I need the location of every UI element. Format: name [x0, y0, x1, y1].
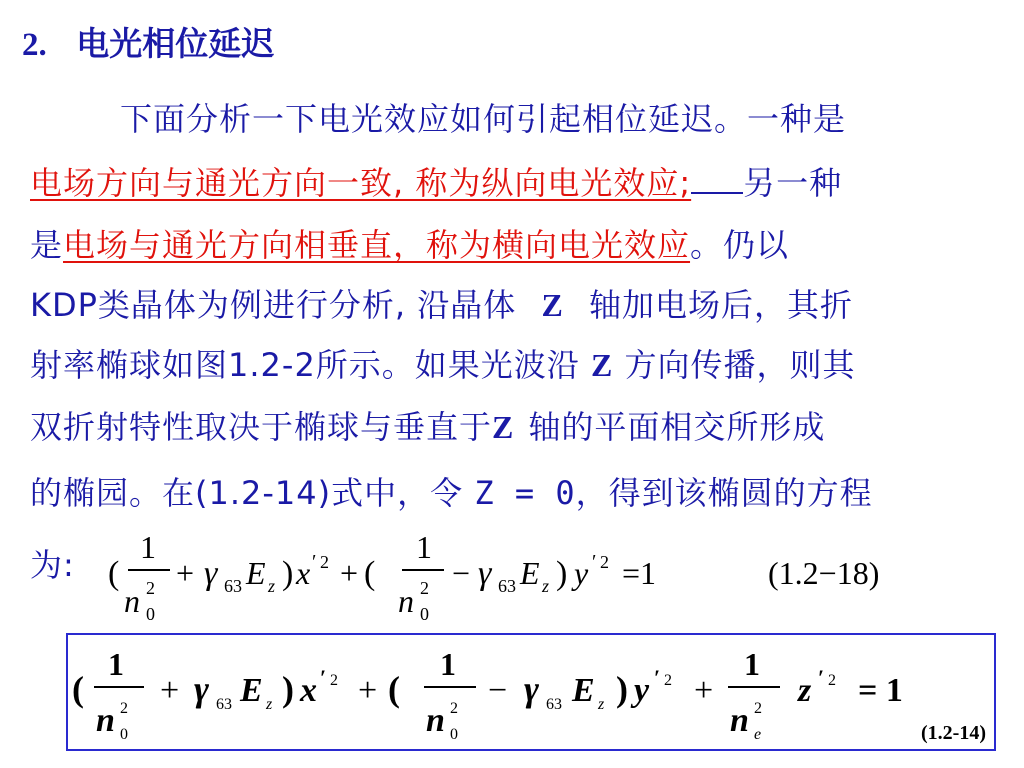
line3-tail: 。仍以	[690, 226, 790, 264]
svg-text:1: 1	[744, 646, 760, 682]
svg-text:): )	[556, 555, 568, 592]
line5-b: 方向传播，则其	[624, 346, 856, 384]
svg-text:z: z	[798, 672, 812, 709]
svg-text:): )	[616, 669, 628, 709]
svg-text:2: 2	[754, 700, 762, 717]
svg-text:(: (	[72, 669, 84, 709]
svg-text:1: 1	[108, 646, 124, 682]
svg-text:(: (	[388, 669, 400, 709]
boxed-equation-1-2-14	[66, 633, 996, 751]
svg-text:1: 1	[140, 529, 156, 565]
svg-text:E: E	[520, 555, 540, 591]
svg-text:0: 0	[450, 726, 458, 743]
svg-text:′: ′	[654, 665, 661, 690]
svg-text:2: 2	[330, 672, 338, 689]
svg-text:γ: γ	[204, 555, 218, 592]
section-title: 电光相位延迟	[76, 24, 275, 63]
svg-text:z: z	[542, 576, 550, 596]
section-heading	[22, 18, 274, 65]
section-number: 2.	[22, 27, 47, 63]
paragraph-line-1: 下面分析一下电光效应如何引起相位延迟。一种是	[120, 100, 847, 138]
longitudinal-effect-text: 电场方向与通光方向一致, 称为纵向电光效应;	[30, 164, 692, 202]
svg-text:+: +	[160, 672, 180, 709]
line6-b: 轴的平面相交所形成	[528, 408, 826, 446]
svg-text:2: 2	[120, 700, 128, 717]
svg-text:γ: γ	[478, 555, 492, 592]
svg-text:2: 2	[664, 672, 672, 689]
svg-text:e: e	[754, 726, 762, 743]
svg-text:′: ′	[818, 665, 825, 690]
svg-text:+: +	[340, 555, 359, 591]
equation-1-rhs: =1	[622, 555, 657, 591]
paragraph-line-2	[30, 158, 842, 204]
line5-a: 射率椭球如图1.2-2所示。如果光波沿	[30, 346, 580, 384]
svg-text:2: 2	[450, 700, 458, 717]
line7-b: ，得到该椭圆的方程	[575, 474, 873, 512]
svg-text:−: −	[488, 672, 508, 709]
svg-text:E: E	[240, 672, 263, 709]
svg-text:0: 0	[420, 604, 429, 624]
z-axis-symbol: Z	[541, 287, 564, 323]
svg-text:63: 63	[224, 576, 242, 596]
svg-text:): )	[282, 555, 294, 592]
line6-a: 双折射特性取决于椭球与垂直于	[30, 408, 493, 446]
svg-text:): )	[282, 669, 294, 709]
equation-1-number: (1.2−18)	[768, 555, 880, 591]
paragraph-line-7	[30, 468, 873, 514]
paragraph-line-3	[30, 220, 789, 266]
svg-text:−: −	[452, 555, 471, 591]
svg-text:+: +	[694, 672, 714, 709]
equation-2-number: (1.2-14)	[921, 722, 986, 744]
line3-head: 是	[30, 226, 64, 264]
svg-text:y: y	[574, 555, 589, 591]
svg-text:(: (	[108, 555, 120, 592]
svg-text:2: 2	[146, 578, 155, 598]
transverse-effect-text: 电场与通光方向相垂直，称为横向电光效应	[63, 226, 691, 264]
line4-b: 轴加电场后，其折	[588, 286, 853, 324]
svg-text:n: n	[426, 702, 445, 739]
blank-underline	[691, 166, 743, 194]
z-axis-symbol: Z	[590, 347, 614, 383]
z-axis-symbol: Z	[492, 409, 515, 445]
svg-text:0: 0	[146, 604, 155, 624]
equation-1-2-18	[100, 520, 1020, 630]
paragraph-line-4	[30, 280, 853, 326]
z-equals-zero: Z = 0	[474, 474, 576, 512]
svg-text:x: x	[296, 555, 311, 591]
svg-text:′: ′	[592, 551, 597, 573]
svg-text:0: 0	[120, 726, 128, 743]
svg-text:2: 2	[420, 578, 429, 598]
svg-text:γ: γ	[194, 669, 209, 709]
svg-text:z: z	[266, 696, 273, 713]
svg-text:2: 2	[828, 672, 836, 689]
equation-2-svg	[68, 635, 994, 749]
svg-text:63: 63	[546, 696, 562, 713]
svg-text:z: z	[598, 696, 605, 713]
svg-text:′: ′	[312, 551, 317, 573]
line4-a: KDP类晶体为例进行分析, 沿晶体	[30, 286, 517, 324]
svg-text:n: n	[730, 702, 749, 739]
svg-text:z: z	[268, 576, 276, 596]
svg-text:1: 1	[440, 646, 456, 682]
svg-text:′: ′	[320, 665, 327, 690]
svg-text:2: 2	[320, 552, 329, 572]
paragraph-line-5	[30, 340, 856, 386]
svg-text:n: n	[124, 583, 140, 619]
line7-a: 的椭园。在(1.2-14)式中，令	[30, 474, 464, 512]
svg-text:E: E	[246, 555, 266, 591]
svg-text:+: +	[176, 555, 195, 591]
paragraph-line-8: 为:	[30, 546, 75, 584]
svg-text:γ: γ	[524, 669, 539, 709]
svg-text:+: +	[358, 672, 378, 709]
svg-text:1: 1	[416, 529, 432, 565]
svg-text:63: 63	[498, 576, 516, 596]
equation-1-svg	[100, 520, 1020, 630]
svg-text:n: n	[96, 702, 115, 739]
equation-2-rhs: = 1	[858, 672, 903, 709]
svg-text:x: x	[300, 672, 317, 709]
svg-text:n: n	[398, 583, 414, 619]
svg-text:y: y	[634, 672, 650, 709]
svg-text:63: 63	[216, 696, 232, 713]
line2-tail: 另一种	[743, 164, 843, 202]
svg-text:2: 2	[600, 552, 609, 572]
paragraph-line-6	[30, 402, 825, 448]
svg-text:E: E	[572, 672, 595, 709]
svg-text:(: (	[364, 555, 376, 592]
